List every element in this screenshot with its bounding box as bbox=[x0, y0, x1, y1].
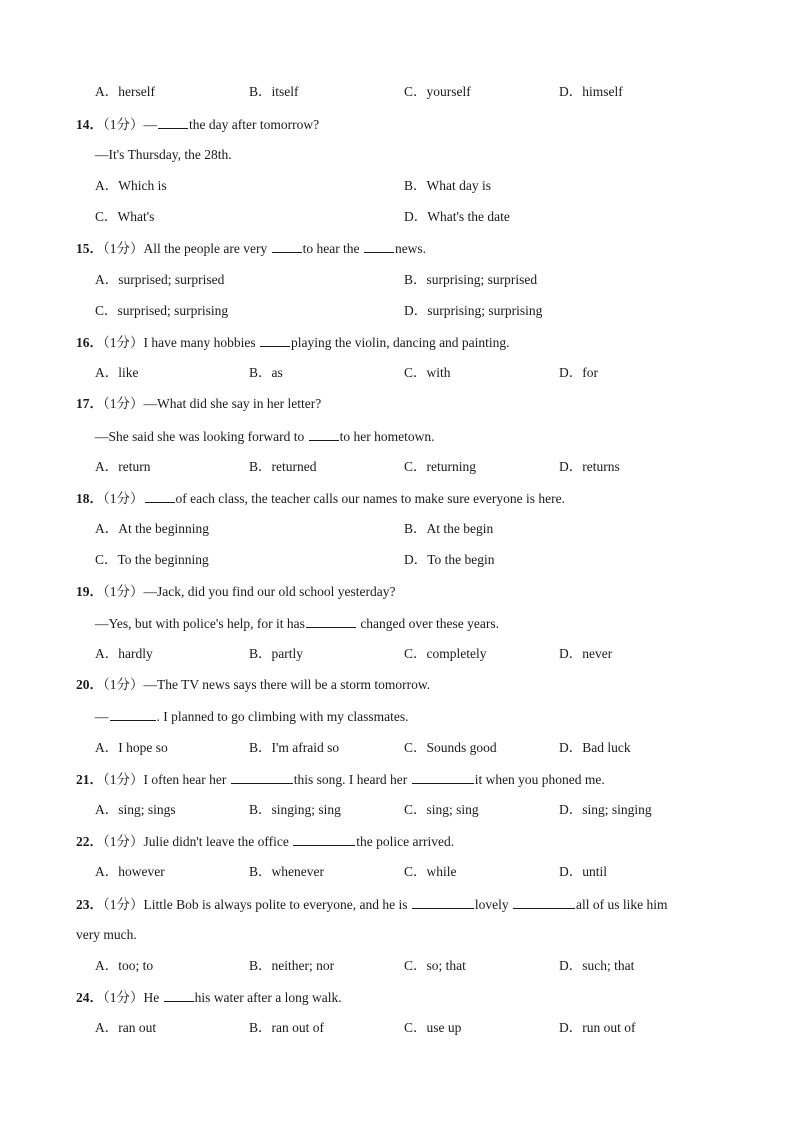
question-number: 24． bbox=[76, 990, 103, 1005]
question-number: 21． bbox=[76, 772, 103, 787]
stem-text: —Jack, did you find our old school yesterday? bbox=[143, 584, 396, 599]
q16-option-c: C．with bbox=[404, 365, 451, 380]
q16-stem bbox=[76, 334, 510, 351]
q14-option-c: C．What's bbox=[95, 209, 155, 224]
stem-text: . I planned to go climbing with my classmates. bbox=[156, 709, 409, 724]
question-number: 17． bbox=[76, 396, 103, 411]
q16-option-a: A．like bbox=[95, 365, 139, 380]
question-number: 15． bbox=[76, 241, 103, 256]
q13-option-c: C．yourself bbox=[404, 84, 471, 99]
q19-option-b: B．partly bbox=[249, 646, 303, 661]
q20-line2 bbox=[95, 708, 408, 725]
q21-option-d: D．sing; singing bbox=[559, 802, 652, 817]
stem-text: — bbox=[95, 709, 109, 724]
q23-option-d: D．such; that bbox=[559, 958, 635, 973]
question-score: （1分） bbox=[103, 241, 144, 256]
question-number: 14． bbox=[76, 117, 103, 132]
stem-text: the police arrived. bbox=[356, 834, 455, 849]
q14-stem bbox=[76, 116, 319, 133]
q19-stem bbox=[76, 584, 395, 600]
q18-stem bbox=[76, 490, 565, 507]
q15-option-b: B．surprising; surprised bbox=[404, 272, 538, 287]
q15-option-d: D．surprising; surprising bbox=[404, 303, 543, 318]
answer-blank bbox=[158, 116, 188, 129]
question-score: （1分） bbox=[103, 117, 144, 132]
stem-text: his water after a long walk. bbox=[194, 990, 342, 1005]
q22-stem bbox=[76, 833, 454, 850]
q23-option-c: C．so; that bbox=[404, 958, 466, 973]
stem-text: —Yes, but with police's help, for it has bbox=[95, 616, 305, 631]
q22-option-c: C．while bbox=[404, 864, 457, 879]
q14-option-a: A．Which is bbox=[95, 178, 167, 193]
q17-stem bbox=[76, 396, 321, 412]
q16-option-b: B．as bbox=[249, 365, 283, 380]
question-score: （1分） bbox=[103, 396, 144, 411]
stem-text: He bbox=[143, 990, 163, 1005]
answer-blank bbox=[260, 334, 290, 347]
q24-option-d: D．run out of bbox=[559, 1020, 636, 1035]
stem-text: lovely bbox=[474, 897, 512, 912]
q23-option-a: A．too; to bbox=[95, 958, 154, 973]
stem-text: this song. I heard her bbox=[293, 772, 411, 787]
answer-blank bbox=[110, 708, 156, 721]
question-score: （1分） bbox=[103, 677, 144, 692]
q19-line2 bbox=[95, 615, 499, 632]
q18-option-d: D．To the begin bbox=[404, 552, 495, 567]
q16-option-d: D．for bbox=[559, 365, 598, 380]
stem-text: — bbox=[143, 117, 157, 132]
stem-text: playing the violin, dancing and painting. bbox=[290, 335, 510, 350]
question-number: 20． bbox=[76, 677, 103, 692]
stem-text: —The TV news says there will be a storm tomorrow. bbox=[143, 677, 431, 692]
stem-text: I often hear her bbox=[143, 772, 230, 787]
q15-stem bbox=[76, 240, 426, 257]
q20-option-d: D．Bad luck bbox=[559, 740, 631, 755]
q20-option-c: C．Sounds good bbox=[404, 740, 497, 755]
answer-blank bbox=[412, 771, 474, 784]
q14-option-b: B．What day is bbox=[404, 178, 491, 193]
stem-text: Julie didn't leave the office bbox=[143, 834, 293, 849]
answer-blank bbox=[364, 240, 394, 253]
answer-blank bbox=[231, 771, 293, 784]
q21-option-c: C．sing; sing bbox=[404, 802, 479, 817]
answer-blank bbox=[293, 833, 355, 846]
q24-stem bbox=[76, 989, 342, 1006]
q17-option-b: B．returned bbox=[249, 459, 317, 474]
question-score: （1分） bbox=[103, 990, 144, 1005]
answer-blank bbox=[164, 989, 194, 1002]
answer-blank bbox=[272, 240, 302, 253]
q19-option-c: C．completely bbox=[404, 646, 487, 661]
stem-text: all of us like him bbox=[575, 897, 668, 912]
answer-blank bbox=[309, 428, 339, 441]
q19-option-a: A．hardly bbox=[95, 646, 153, 661]
stem-text: I have many hobbies bbox=[143, 335, 259, 350]
stem-text: —She said she was looking forward to bbox=[95, 429, 308, 444]
q23-line2: very much. bbox=[76, 927, 137, 942]
question-number: 18． bbox=[76, 491, 103, 506]
stem-text: All the people are very bbox=[143, 241, 271, 256]
stem-text: news. bbox=[394, 241, 427, 256]
q21-option-a: A．sing; sings bbox=[95, 802, 176, 817]
q13-option-d: D．himself bbox=[559, 84, 623, 99]
q17-option-d: D．returns bbox=[559, 459, 620, 474]
q24-option-b: B．ran out of bbox=[249, 1020, 324, 1035]
q22-option-a: A．however bbox=[95, 864, 165, 879]
question-score: （1分） bbox=[103, 834, 144, 849]
q23-stem bbox=[76, 896, 667, 913]
stem-text: it when you phoned me. bbox=[474, 772, 605, 787]
q22-option-d: D．until bbox=[559, 864, 608, 879]
question-score: （1分） bbox=[103, 897, 144, 912]
question-score: （1分） bbox=[103, 772, 144, 787]
q13-option-a: A．herself bbox=[95, 84, 155, 99]
q22-option-b: B．whenever bbox=[249, 864, 324, 879]
q21-option-b: B．singing; sing bbox=[249, 802, 341, 817]
stem-text: —What did she say in her letter? bbox=[143, 396, 322, 411]
q18-option-c: C．To the beginning bbox=[95, 552, 209, 567]
stem-text: of each class, the teacher calls our names to make sure everyone is here. bbox=[175, 491, 565, 506]
q20-option-a: A．I hope so bbox=[95, 740, 168, 755]
q17-option-c: C．returning bbox=[404, 459, 476, 474]
question-number: 19． bbox=[76, 584, 103, 599]
stem-text: changed over these years. bbox=[356, 616, 499, 631]
answer-blank bbox=[145, 490, 175, 503]
question-number: 16． bbox=[76, 335, 103, 350]
answer-blank bbox=[306, 615, 356, 628]
question-number: 22． bbox=[76, 834, 103, 849]
q15-option-a: A．surprised; surprised bbox=[95, 272, 225, 287]
q18-option-a: A．At the beginning bbox=[95, 521, 209, 536]
q23-option-b: B．neither; nor bbox=[249, 958, 335, 973]
question-score: （1分） bbox=[103, 584, 144, 599]
q24-option-c: C．use up bbox=[404, 1020, 462, 1035]
q13-option-b: B．itself bbox=[249, 84, 299, 99]
q17-line2 bbox=[95, 428, 434, 445]
q18-option-b: B．At the begin bbox=[404, 521, 494, 536]
q20-option-b: B．I'm afraid so bbox=[249, 740, 340, 755]
question-score: （1分） bbox=[103, 335, 144, 350]
answer-blank bbox=[513, 896, 575, 909]
question-score: （1分） bbox=[103, 491, 144, 506]
q14-line2: —It's Thursday, the 28th. bbox=[95, 147, 232, 162]
q20-stem bbox=[76, 677, 430, 693]
q14-option-d: D．What's the date bbox=[404, 209, 510, 224]
answer-blank bbox=[412, 896, 474, 909]
q24-option-a: A．ran out bbox=[95, 1020, 157, 1035]
stem-text: Little Bob is always polite to everyone, and he is bbox=[143, 897, 411, 912]
question-number: 23． bbox=[76, 897, 103, 912]
q19-option-d: D．never bbox=[559, 646, 613, 661]
stem-text: the day after tomorrow? bbox=[189, 117, 320, 132]
q21-stem bbox=[76, 771, 605, 788]
stem-text: to her hometown. bbox=[339, 429, 435, 444]
q15-option-c: C．surprised; surprising bbox=[95, 303, 229, 318]
stem-text: to hear the bbox=[302, 241, 363, 256]
q17-option-a: A．return bbox=[95, 459, 151, 474]
